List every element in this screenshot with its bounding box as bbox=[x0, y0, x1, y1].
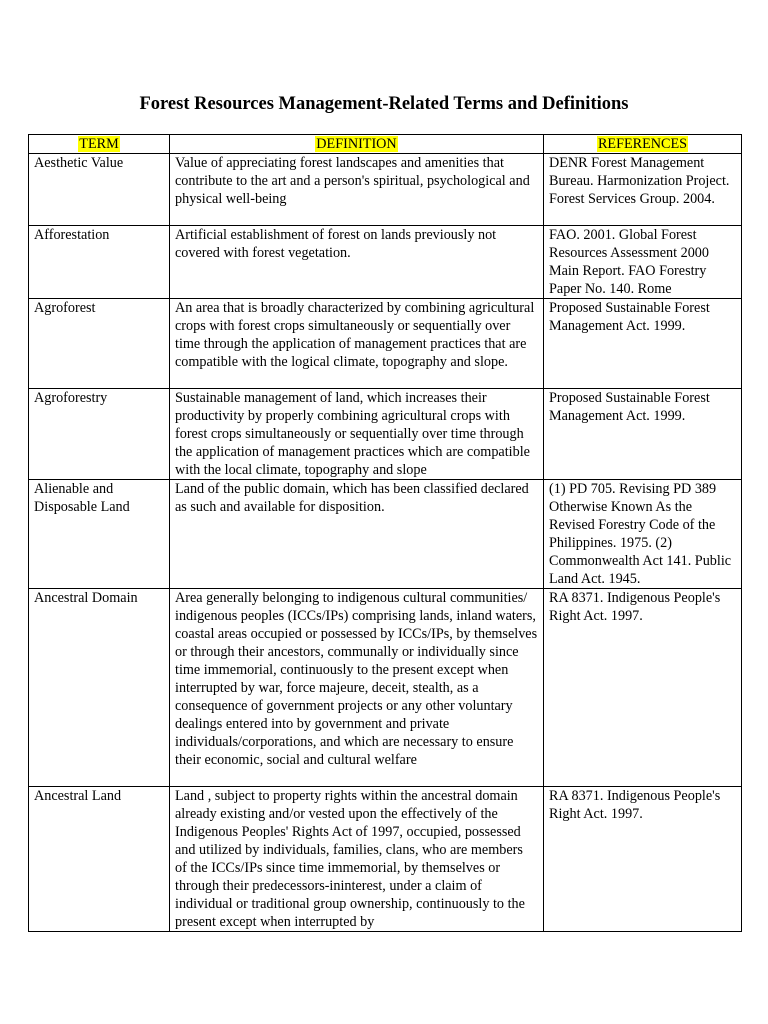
table-row bbox=[29, 480, 742, 589]
header-term bbox=[29, 135, 170, 154]
table-row bbox=[29, 226, 742, 299]
term-cell: Alienable and Disposable Land bbox=[29, 480, 170, 589]
header-references-label: REFERENCES bbox=[597, 136, 688, 152]
term-cell: Ancestral Land bbox=[29, 787, 170, 932]
definition-cell: Value of appreciating forest landscapes and amenities that contribute to the art and a person's spiritual, psychological and physical well-being bbox=[170, 154, 544, 226]
page-title: Forest Resources Management-Related Terms and Definitions bbox=[139, 94, 629, 114]
reference-cell: Proposed Sustainable Forest Management Act. 1999. bbox=[544, 299, 742, 389]
terms-table bbox=[28, 134, 742, 932]
definition-cell: Land of the public domain, which has been classified declared as such and available for disposition. bbox=[170, 480, 544, 589]
table-row bbox=[29, 299, 742, 389]
definition-cell: Sustainable management of land, which increases their productivity by properly combining agricultural crops with forest crops simultaneously or sequentially over time through the application of management practices which are compatible with the local climate, topography and slope bbox=[170, 389, 544, 480]
header-references bbox=[544, 135, 742, 154]
definition-cell: An area that is broadly characterized by combining agricultural crops with forest crops simultaneously or sequentially over time through the application of management practices that are compatible with the logical climate, topography and slope. bbox=[170, 299, 544, 389]
header-definition bbox=[170, 135, 544, 154]
reference-cell: (1) PD 705. Revising PD 389 Otherwise Known As the Revised Forestry Code of the Philippines. 1975. (2) Commonwealth Act 141. Public Land Act. 1945. bbox=[544, 480, 742, 589]
definition-cell: Artificial establishment of forest on lands previously not covered with forest vegetation. bbox=[170, 226, 544, 299]
reference-cell: Proposed Sustainable Forest Management Act. 1999. bbox=[544, 389, 742, 480]
reference-cell: DENR Forest Management Bureau. Harmonization Project. Forest Services Group. 2004. bbox=[544, 154, 742, 226]
table-header-row bbox=[29, 135, 742, 154]
table-row bbox=[29, 389, 742, 480]
reference-cell: RA 8371. Indigenous People's Right Act. 1997. bbox=[544, 589, 742, 787]
term-cell: Afforestation bbox=[29, 226, 170, 299]
table-row bbox=[29, 154, 742, 226]
definition-cell: Area generally belonging to indigenous cultural communities/ indigenous peoples (ICCs/IPs) comprising lands, inland waters, coastal areas occupied or possessed by ICCs/IPs, by themselves or through their ancestors, communally or individually since time immemorial, continuously to the present except when interrupted by war, force majeure, deceit, stealth, as a consequence of government projects or any other voluntary dealings entered into by government and private individuals/corporations, and which are necessary to ensure their economic, social and cultural welfare bbox=[170, 589, 544, 787]
reference-cell: RA 8371. Indigenous People's Right Act. 1997. bbox=[544, 787, 742, 932]
term-cell: Aesthetic Value bbox=[29, 154, 170, 226]
definition-cell: Land , subject to property rights within the ancestral domain already existing and/or vested upon the effectively of the Indigenous Peoples' Rights Act of 1997, occupied, possessed and utilized by individuals, families, clans, who are members of the ICCs/IPs since time immemorial, by themselves or through their predecessors-ininterest, under a claim of individual or traditional group ownership, continuously to the present except when interrupted by bbox=[170, 787, 544, 932]
header-term-label: TERM bbox=[79, 136, 119, 152]
term-cell: Agroforest bbox=[29, 299, 170, 389]
term-cell: Ancestral Domain bbox=[29, 589, 170, 787]
table-row bbox=[29, 787, 742, 932]
header-definition-label: DEFINITION bbox=[316, 136, 397, 152]
term-cell: Agroforestry bbox=[29, 389, 170, 480]
table-row bbox=[29, 589, 742, 787]
reference-cell: FAO. 2001. Global Forest Resources Assessment 2000 Main Report. FAO Forestry Paper No. 140. Rome bbox=[544, 226, 742, 299]
